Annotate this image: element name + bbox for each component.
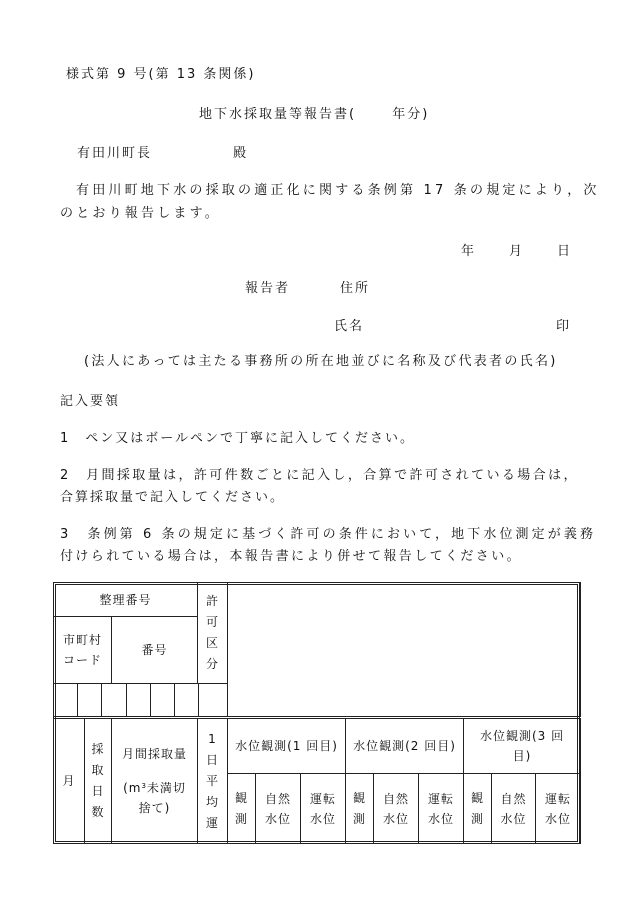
instruction-item-3-line-1: 3 条例第 6 条の規定に基づく許可の条件において，地下水位測定が義務	[60, 527, 597, 542]
bango-header: 番号	[112, 617, 198, 684]
paragraph-line-1: 有田川町地下水の採取の適正化に関する条例第 17 条の規定により，次	[76, 183, 600, 198]
instruction-item-1: 1 ペン又はボールペンで丁寧に記入してください。	[60, 431, 416, 446]
document-title: 地下水採取量等報告書( 年分)	[199, 107, 430, 122]
obs-2-kansoku: 観 測	[346, 774, 374, 844]
instructions-heading: 記入要領	[60, 394, 121, 409]
saishu-nissu-header: 採 取 日 数	[85, 718, 112, 844]
instruction-item-2-line-2: 合算採取量で記入してください。	[60, 490, 286, 505]
daily-average-header: 1 日 平 均 運	[198, 718, 228, 844]
corporate-note: (法人にあっては主たる事務所の所在地並びに名称及び代表者の氏名)	[84, 354, 558, 369]
code-entry-boxes[interactable]	[54, 684, 228, 718]
obs-3-header: 水位観測(3 回 目)	[464, 718, 581, 774]
address-label: 住所	[340, 281, 371, 296]
seal-label: 印	[556, 319, 572, 334]
obs-3-unten: 運転 水位	[536, 774, 581, 844]
addressee: 有田川町長 殿	[77, 146, 249, 161]
municipality-code-header: 市町村 コード	[54, 617, 112, 684]
obs-2-unten: 運転 水位	[419, 774, 464, 844]
obs-3-shizen: 自然 水位	[492, 774, 536, 844]
kyoka-kubun-header: 許 可 区 分	[198, 583, 228, 684]
obs-1-shizen: 自然 水位	[256, 774, 301, 844]
blank-area	[228, 583, 581, 718]
month-header: 月	[54, 718, 85, 844]
obs-3-kansoku: 観 測	[464, 774, 492, 844]
instruction-item-2-line-1: 2 月間採取量は，許可件数ごとに記入し，合算で許可されている場合は，	[60, 468, 579, 483]
date-day-label: 日	[557, 244, 573, 259]
form-number: 様式第 9 号(第 13 条関係)	[66, 67, 256, 82]
paragraph-line-2: のとおり報告します。	[60, 206, 221, 221]
reporter-label: 報告者	[245, 281, 291, 296]
date-year-label: 年	[461, 244, 477, 259]
date-month-label: 月	[509, 244, 525, 259]
obs-1-kansoku: 観 測	[228, 774, 256, 844]
obs-2-shizen: 自然 水位	[374, 774, 419, 844]
obs-1-header: 水位観測(1 回目)	[228, 718, 346, 774]
instruction-item-3-line-2: 付けられている場合は，本報告書により併せて報告してください。	[60, 549, 523, 564]
name-label: 氏名	[334, 319, 365, 334]
seiri-bango-header: 整理番号	[54, 583, 198, 617]
obs-2-header: 水位観測(2 回目)	[346, 718, 464, 774]
report-table	[53, 582, 581, 844]
obs-1-unten: 運転 水位	[301, 774, 346, 844]
monthly-volume-header: 月間採取量 ($m^3$未満切 捨て)	[112, 718, 198, 844]
